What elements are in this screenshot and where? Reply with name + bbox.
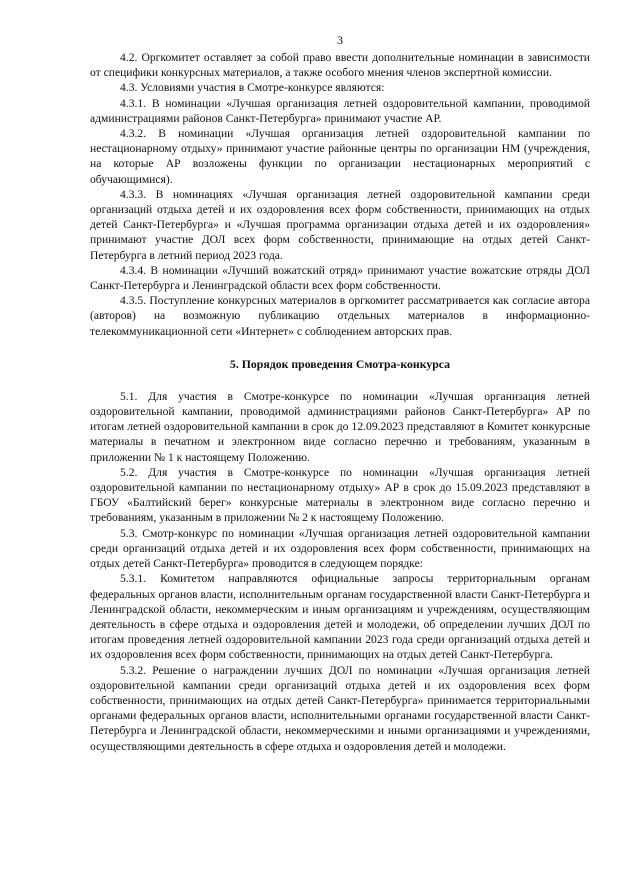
paragraph-5-3: 5.3. Смотр-конкурс по номинации «Лучшая организация летней оздоровительной кампании среди организаций отдыха детей и их оздоровления всех форм собственности, принимающих на отдых детей Санкт-Петербурга» проводится в следующем порядке: (90, 526, 590, 571)
paragraph-5-1: 5.1. Для участия в Смотре-конкурсе по номинации «Лучшая организация летней оздоровительной кампании, проводимой администрациями районов Санкт-Петербурга» АР по итогам летней оздоровительной кампании в срок до 12.09.2023 представляют в Комитет конкурсные материалы в печатном и электронном виде согласно перечню и требованиям, указанным в приложении № 1 к настоящему Положению. (90, 389, 590, 464)
page-number: 3 (337, 33, 343, 47)
paragraph-5-3-1: 5.3.1. Комитетом направляются официальные запросы территориальным органам федеральных органов власти, исполнительным органам государственной власти Санкт-Петербурга и Ленинградской области, некоммерческим и иным организациям и учреждениям, осуществляющим деятельность в сфере отдыха и оздоровления детей и молодежи, об определении лучших ДОЛ по итогам проведения летней оздоровительной кампании 2023 года среди организаций отдыха детей и их оздоровления всех форм собственности, принимающих на отдых детей Санкт-Петербурга. (90, 572, 590, 662)
paragraph-4-3-1: 4.3.1. В номинации «Лучшая организация летней оздоровительной кампании, проводимой администрациями районов Санкт-Петербурга» принимают участие АР. (90, 96, 590, 125)
paragraph-5-3-2: 5.3.2. Решение о награждении лучших ДОЛ по номинации «Лучшая организация летней оздоровительной кампании среди организаций отдыха детей и их оздоровления всех форм собственности, принимающих на отдых детей Санкт-Петербурга» принимается территориальными органами федеральных органов власти, исполнительными органами государственной власти Санкт-Петербурга и Ленинградской области, некоммерческими и иными организациями и учреждениями, осуществляющими деятельность в сфере отдыха и оздоровления детей и молодежи. (90, 663, 590, 753)
paragraph-4-3-5: 4.3.5. Поступление конкурсных материалов в оргкомитет рассматривается как согласие автора (авторов) на возможную публикацию отдельных материалов в информационно-телекоммуникационной сети «Интернет» с соблюдением авторских прав. (90, 294, 590, 338)
paragraph-4-3-3: 4.3.3. В номинациях «Лучшая организация летней оздоровительной кампании среди организаций отдыха детей и их оздоровления всех форм собственности, принимающих на отдых детей Санкт-Петербурга» и «Лучшая программа организации отдыха детей и их оздоровления» принимают участие ДОЛ всех форм собственности, принимающие на отдых детей Санкт-Петербурга в летний период 2023 года. (90, 187, 590, 262)
paragraph-4-3-2: 4.3.2. В номинации «Лучшая организация летней оздоровительной кампании по нестационарному отдыху» принимают участие районные центры по организации НМ (учреждения, на которые АР возложены функции по организации нестационарных мероприятий с обучающимися). (90, 127, 590, 186)
section-heading: 5. Порядок проведения Смотра-конкурса (229, 356, 451, 371)
paragraph-4-3-4: 4.3.4. В номинации «Лучший вожатский отряд» принимают участие вожатские отряды ДОЛ Санкт-Петербурга и Ленинградской области всех форм собственности. (90, 263, 590, 293)
paragraph-4-2: 4.2. Оргкомитет оставляет за собой право ввести дополнительные номинации в зависимости от специфики конкурсных материалов, а также особого мнения членов экспертной комиссии. (90, 51, 590, 80)
paragraph-4-3: 4.3. Условиями участия в Смотре-конкурсе являются: (120, 81, 385, 95)
paragraph-5-2: 5.2. Для участия в Смотре-конкурсе по номинации «Лучшая организация летней оздоровительной кампании по нестационарному отдыху» АР в срок до 15.09.2023 представляют в ГБОУ «Балтийский берег» конкурсные материалы в электронном виде согласно перечню и требованиям, указанным в приложении № 2 к настоящему Положению. (90, 465, 590, 525)
